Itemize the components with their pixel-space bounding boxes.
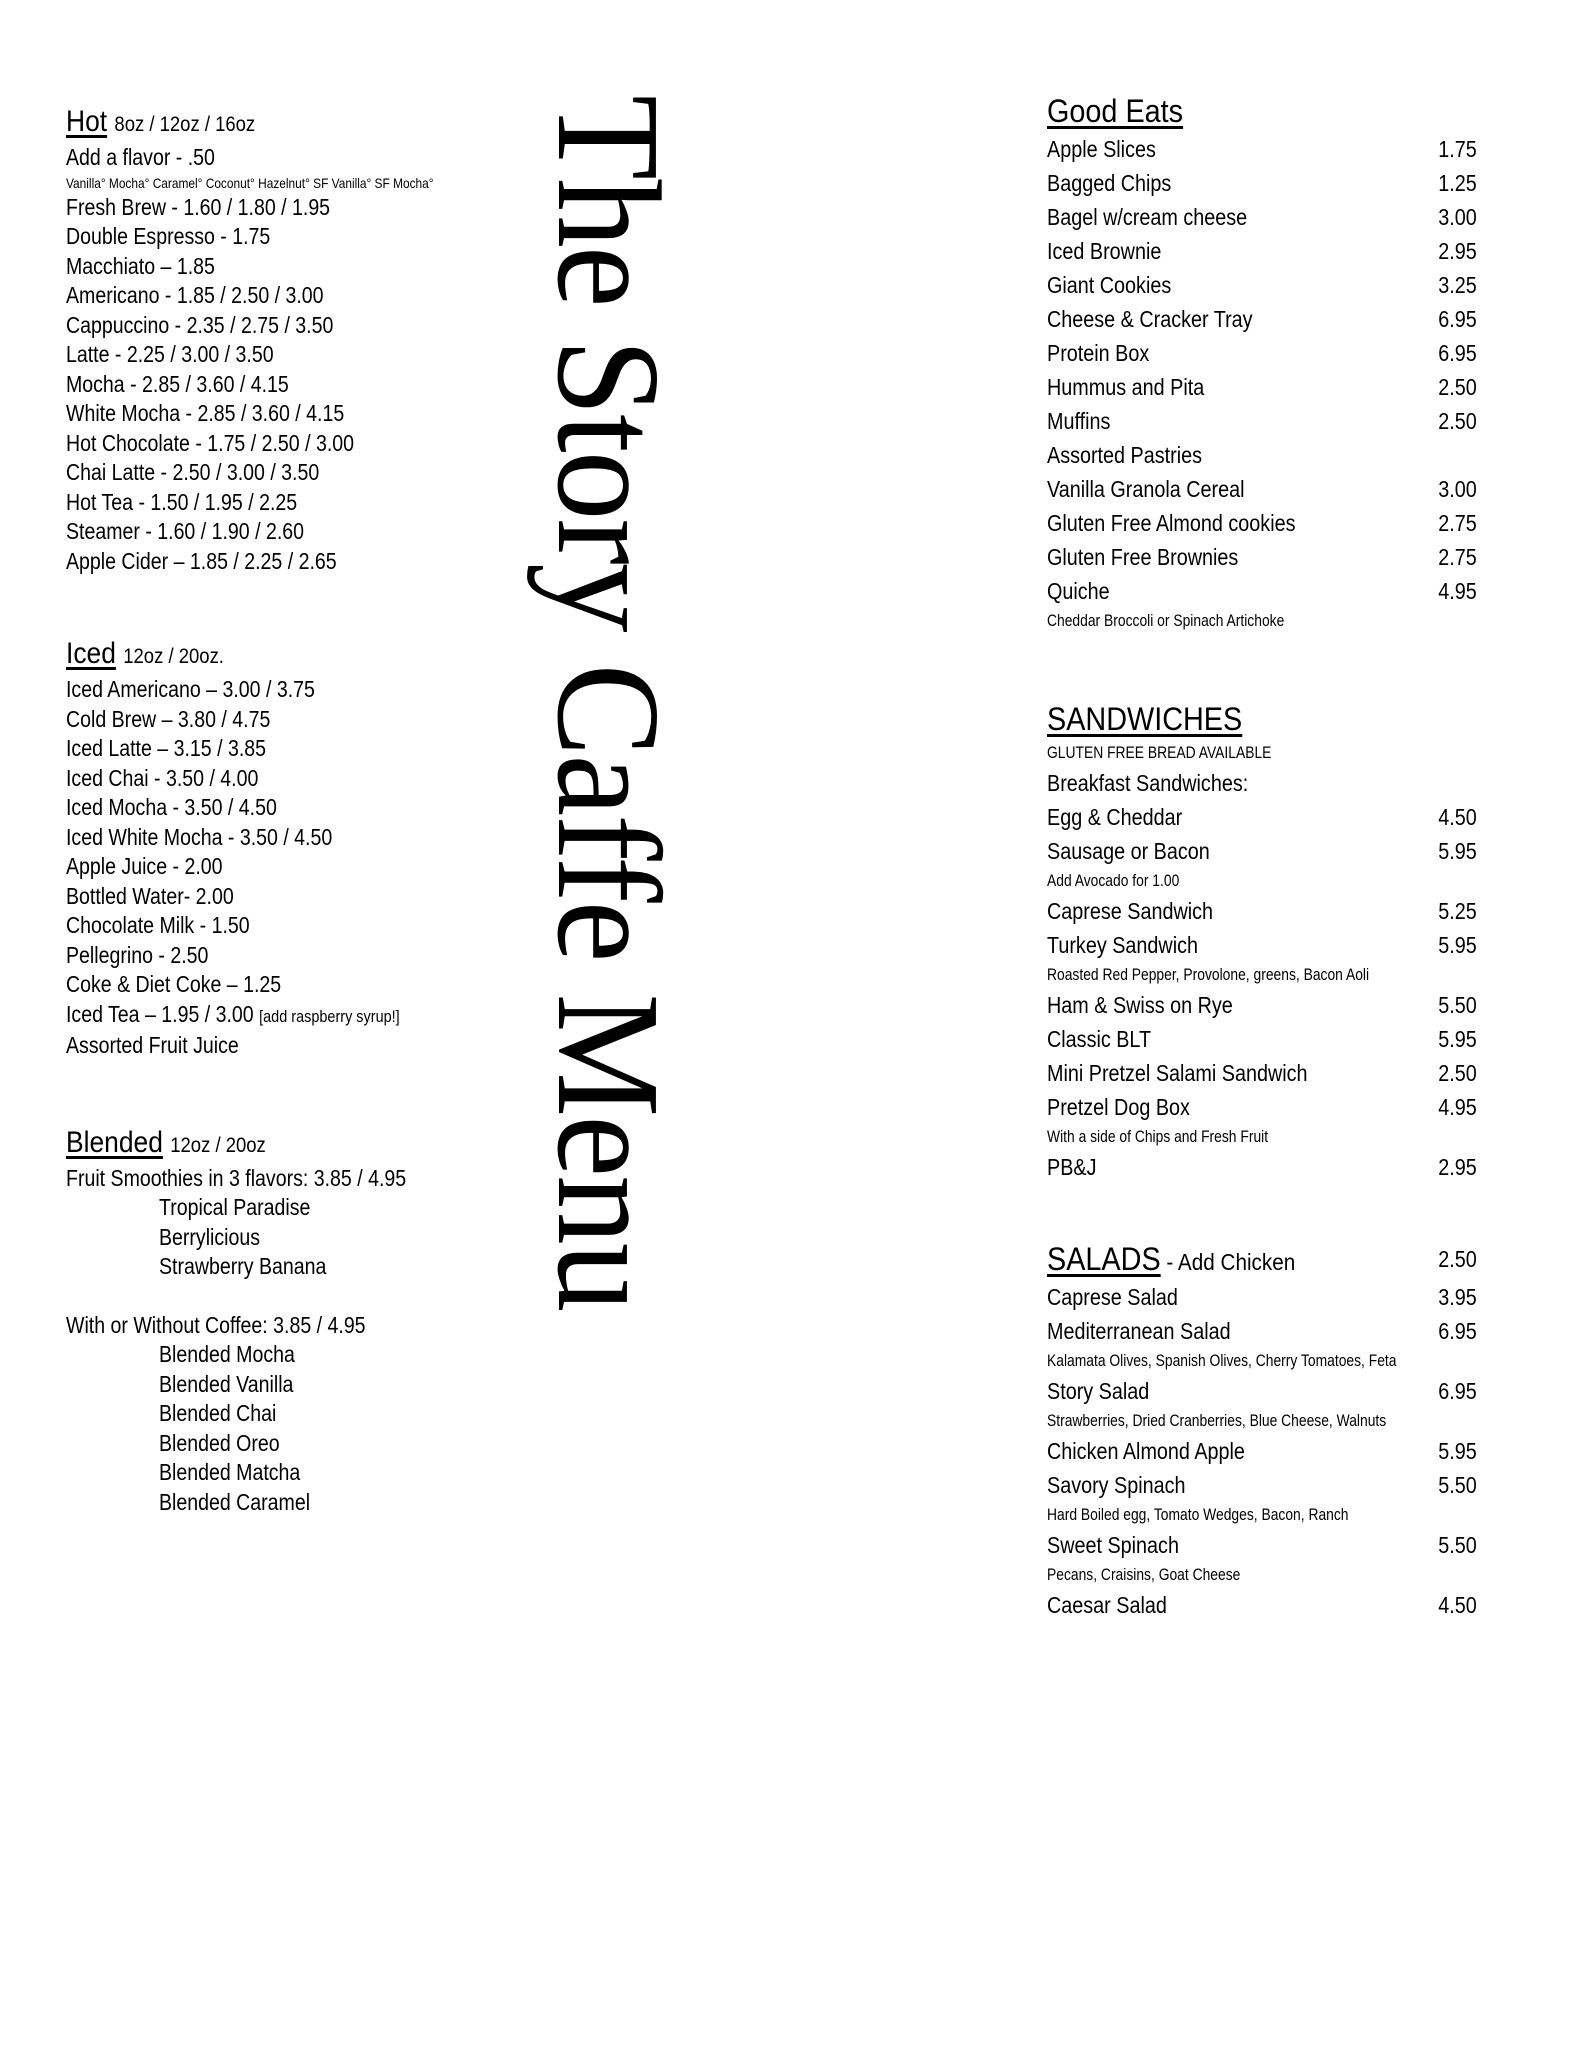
menu-item: Pellegrino - 2.50 [66, 941, 209, 968]
item-price: 5.95 [1438, 932, 1477, 958]
item-name: Mini Pretzel Salami Sandwich [1047, 1060, 1308, 1086]
menu-row [1047, 472, 1477, 506]
hot-items-list [66, 193, 606, 577]
item-price: 5.50 [1438, 992, 1477, 1018]
item-name: Sausage or Bacon [1047, 838, 1210, 864]
item-price: 6.95 [1438, 340, 1477, 366]
item-price: 2.75 [1438, 544, 1477, 570]
menu-title: The Story Caffe Menu [526, 95, 690, 1311]
iced-section-heading [66, 636, 541, 675]
good-eats-heading: Good Eats [1047, 93, 1184, 129]
iced-heading: Iced [66, 637, 116, 670]
item-name: Caesar Salad [1047, 1592, 1167, 1618]
item-name: Chicken Almond Apple [1047, 1438, 1245, 1464]
item-price: 2.75 [1438, 510, 1477, 536]
menu-row [1047, 268, 1477, 302]
menu-item: Iced Americano – 3.00 / 3.75 [66, 676, 315, 702]
item-name: Mediterranean Salad [1047, 1318, 1231, 1344]
gluten-free-note: GLUTEN FREE BREAD AVAILABLE [1047, 744, 1272, 762]
hot-section-heading [66, 104, 541, 143]
menu-row [1047, 1150, 1477, 1184]
pretzel-dog-note: With a side of Chips and Fresh Fruit [1047, 1128, 1269, 1146]
menu-row [1047, 404, 1477, 438]
mediterranean-note: Kalamata Olives, Spanish Olives, Cherry Tomatoes, Feta [1047, 1352, 1397, 1370]
smoothies-line: Fruit Smoothies in 3 flavors: 3.85 / 4.95 [66, 1164, 407, 1191]
menu-item: Coke & Diet Coke – 1.25 [66, 971, 282, 997]
flavor-addon: Add a flavor - .50 [66, 144, 215, 170]
item-price: 6.95 [1438, 306, 1477, 332]
blended-coffee-flavors-list [66, 1340, 606, 1517]
menu-row [1047, 540, 1477, 574]
item-name: Sweet Spinach [1047, 1532, 1179, 1558]
iced-items-list [66, 675, 606, 1000]
item-name: Ham & Swiss on Rye [1047, 992, 1233, 1018]
blended-section-heading [66, 1125, 541, 1164]
good-eats-section-heading [1047, 90, 1434, 132]
menu-item: Cold Brew – 3.80 / 4.75 [66, 705, 271, 732]
menu-item: Chocolate Milk - 1.50 [66, 912, 250, 938]
item-price: 5.25 [1438, 898, 1477, 924]
item-price: 3.95 [1438, 1284, 1477, 1310]
flavor-item: Blended Caramel [159, 1488, 311, 1515]
avocado-note: Add Avocado for 1.00 [1047, 872, 1180, 890]
salads-section-heading [1047, 1238, 1477, 1280]
item-price: 5.50 [1438, 1532, 1477, 1558]
menu-row [1047, 928, 1477, 962]
item-name: Savory Spinach [1047, 1472, 1186, 1498]
item-name: Gluten Free Almond cookies [1047, 510, 1296, 536]
item-name: Story Salad [1047, 1378, 1150, 1404]
item-name: Vanilla Granola Cereal [1047, 476, 1245, 502]
item-name: Bagel w/cream cheese [1047, 204, 1248, 230]
iced-sizes: 12oz / 20oz. [123, 645, 224, 668]
sandwiches-heading: SANDWICHES [1047, 701, 1243, 737]
menu-item: Apple Juice - 2.00 [66, 853, 223, 879]
item-price: 2.50 [1438, 374, 1477, 400]
add-chicken-price: 2.50 [1438, 1246, 1477, 1272]
story-salad-note: Strawberries, Dried Cranberries, Blue Cheese, Walnuts [1047, 1412, 1387, 1430]
menu-item: Chai Latte - 2.50 / 3.00 / 3.50 [66, 459, 320, 485]
flavor-item: Blended Vanilla [159, 1370, 294, 1397]
item-price: 4.95 [1438, 578, 1477, 604]
menu-row [1047, 1090, 1477, 1124]
menu-row [1047, 506, 1477, 540]
menu-row [1047, 1374, 1477, 1408]
menu-item: Steamer - 1.60 / 1.90 / 2.60 [66, 518, 304, 544]
menu-row [1047, 1056, 1477, 1090]
menu-row [1047, 200, 1477, 234]
add-chicken-label: - Add Chicken [1160, 1249, 1296, 1275]
flavor-item: Strawberry Banana [159, 1253, 327, 1279]
breakfast-label: Breakfast Sandwiches: [1047, 770, 1249, 796]
hot-heading: Hot [66, 105, 108, 138]
flavor-item: Blended Oreo [159, 1429, 280, 1456]
item-name: Gluten Free Brownies [1047, 544, 1239, 570]
blended-sizes: 12oz / 20oz [170, 1133, 266, 1157]
item-price: 4.50 [1438, 804, 1477, 830]
menu-item: Iced Mocha - 3.50 / 4.50 [66, 794, 277, 820]
menu-item: Mocha - 2.85 / 3.60 / 4.15 [66, 370, 289, 397]
item-price: 6.95 [1438, 1378, 1477, 1404]
item-name: Muffins [1047, 408, 1111, 434]
item-price: 1.75 [1438, 136, 1477, 162]
menu-row [1047, 234, 1477, 268]
item-price: 5.50 [1438, 1472, 1477, 1498]
item-name: Protein Box [1047, 340, 1150, 366]
flavor-item: Berrylicious [159, 1223, 261, 1250]
menu-item: Macchiato – 1.85 [66, 252, 215, 279]
item-price: 2.95 [1438, 1154, 1477, 1180]
menu-row [1047, 1468, 1477, 1502]
menu-row [1047, 894, 1477, 928]
food-column [1047, 90, 1477, 1622]
menu-item: Americano - 1.85 / 2.50 / 3.00 [66, 282, 324, 308]
flavor-item: Blended Chai [159, 1400, 277, 1426]
item-name: PB&J [1047, 1154, 1097, 1180]
menu-row [1047, 370, 1477, 404]
item-price: 6.95 [1438, 1318, 1477, 1344]
iced-tea-item [66, 1000, 525, 1032]
item-price: 3.00 [1438, 476, 1477, 502]
menu-item: Latte - 2.25 / 3.00 / 3.50 [66, 341, 274, 367]
sweet-spinach-note: Pecans, Craisins, Goat Cheese [1047, 1566, 1241, 1584]
good-eats-list [1047, 132, 1477, 608]
item-name: Pretzel Dog Box [1047, 1094, 1190, 1120]
breakfast-label-row [1047, 766, 1477, 800]
menu-item: Fresh Brew - 1.60 / 1.80 / 1.95 [66, 193, 331, 220]
turkey-note: Roasted Red Pepper, Provolone, greens, Bacon Aoli [1047, 966, 1370, 984]
item-name: Classic BLT [1047, 1026, 1152, 1052]
menu-item: Apple Cider – 1.85 / 2.25 / 2.65 [66, 547, 337, 574]
item-name: Hummus and Pita [1047, 374, 1205, 400]
flavor-list: Vanilla° Mocha° Caramel° Coconut° Hazelnut° SF Vanilla° SF Mocha° [66, 174, 434, 191]
menu-row [1047, 1528, 1477, 1562]
item-name: Giant Cookies [1047, 272, 1172, 298]
menu-item: Iced Latte – 3.15 / 3.85 [66, 735, 267, 761]
menu-row [1047, 574, 1477, 608]
item-name: Caprese Sandwich [1047, 898, 1214, 924]
hot-sizes: 8oz / 12oz / 16oz [114, 113, 256, 136]
menu-row [1047, 1022, 1477, 1056]
menu-item: Iced Chai - 3.50 / 4.00 [66, 764, 259, 791]
smoothie-flavors-list [66, 1193, 606, 1282]
item-name: Iced Brownie [1047, 238, 1162, 264]
menu-item: Hot Chocolate - 1.75 / 2.50 / 3.00 [66, 429, 355, 456]
item-name: Apple Slices [1047, 136, 1156, 162]
menu-row [1047, 1434, 1477, 1468]
menu-item: Cappuccino - 2.35 / 2.75 / 3.50 [66, 311, 334, 338]
drinks-column [66, 104, 606, 1517]
assorted-fruit-juice: Assorted Fruit Juice [66, 1032, 239, 1058]
item-name: Caprese Salad [1047, 1284, 1178, 1310]
menu-item: Hot Tea - 1.50 / 1.95 / 2.25 [66, 488, 298, 515]
quiche-note: Cheddar Broccoli or Spinach Artichoke [1047, 612, 1285, 630]
blended-heading: Blended [66, 1125, 163, 1159]
salads-heading: SALADS [1047, 1241, 1161, 1277]
savory-spinach-note: Hard Boiled egg, Tomato Wedges, Bacon, Ranch [1047, 1506, 1349, 1524]
menu-row [1047, 800, 1477, 834]
item-price: 2.50 [1438, 1060, 1477, 1086]
iced-tea-text: Iced Tea – 1.95 / 3.00 [66, 1000, 254, 1027]
menu-item: White Mocha - 2.85 / 3.60 / 4.15 [66, 400, 345, 426]
item-name: Egg & Cheddar [1047, 804, 1183, 830]
item-price: 2.95 [1438, 238, 1477, 264]
menu-row [1047, 166, 1477, 200]
item-price: 2.50 [1438, 408, 1477, 434]
item-price: 1.25 [1438, 170, 1477, 196]
blended-coffee-line: With or Without Coffee: 3.85 / 4.95 [66, 1311, 366, 1338]
item-name: Bagged Chips [1047, 170, 1172, 196]
item-price: 5.95 [1438, 838, 1477, 864]
menu-item: Double Espresso - 1.75 [66, 223, 271, 249]
item-price: 4.50 [1438, 1592, 1477, 1618]
menu-row [1047, 834, 1477, 868]
flavor-item: Tropical Paradise [159, 1194, 311, 1220]
menu-item: Iced White Mocha - 3.50 / 4.50 [66, 823, 333, 850]
item-price: 5.95 [1438, 1438, 1477, 1464]
item-price: 3.25 [1438, 272, 1477, 298]
iced-tea-note: [add raspberry syrup!] [259, 1006, 400, 1026]
menu-row [1047, 988, 1477, 1022]
menu-item: Bottled Water- 2.00 [66, 882, 234, 909]
item-name: Quiche [1047, 578, 1110, 604]
item-name: Assorted Pastries [1047, 442, 1203, 468]
sandwiches-section-heading [1047, 698, 1434, 740]
flavor-item: Blended Mocha [159, 1341, 295, 1367]
menu-row [1047, 302, 1477, 336]
item-name: Cheese & Cracker Tray [1047, 306, 1253, 332]
flavor-item: Blended Matcha [159, 1459, 301, 1485]
menu-row [1047, 1314, 1477, 1348]
item-price: 3.00 [1438, 204, 1477, 230]
menu-row [1047, 132, 1477, 166]
menu-row [1047, 438, 1477, 472]
menu-row [1047, 336, 1477, 370]
item-name: Turkey Sandwich [1047, 932, 1198, 958]
item-price: 4.95 [1438, 1094, 1477, 1120]
menu-row [1047, 1280, 1477, 1314]
item-price: 5.95 [1438, 1026, 1477, 1052]
menu-row [1047, 1588, 1477, 1622]
